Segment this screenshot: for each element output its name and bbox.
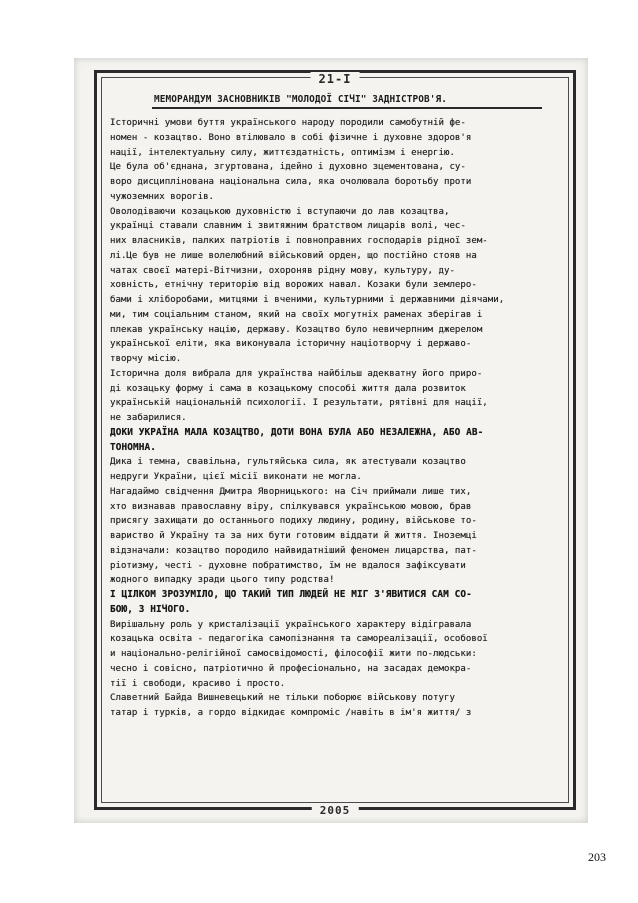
document-text-line: лі.Це був не лише волелюбний військовий орден, що постійно стояв на <box>110 250 477 261</box>
document-text-line: Нагадаймо свідчення Дмитра Яворницького: на Січ приймали лише тих, <box>110 486 472 497</box>
document-text-line: Дика і темна, свавільна, гультяйська сила, як атестували козацтво <box>110 457 466 468</box>
document-text-line: хто визнавав православну віру, спілкувався українською мовою, брав <box>110 501 472 512</box>
document-text-line: присягу захищати до останнього подиху людину, родину, військове то- <box>110 516 477 527</box>
document-text-line: вариство й Україну та за них бути готовим віддати й життя. Іноземці <box>110 531 477 541</box>
document-text-line: Це була об'єднана, згуртована, ідейно і духовно зцементована, су- <box>110 162 466 173</box>
document-text-line: ми, тим соціальним станом, який на своїх могутніх раменах зберігав і <box>110 309 483 320</box>
document-text-line: и національно-релігійної самосвідомості, філософії жити по-людськи: <box>110 649 477 659</box>
document-text-line: плекав українську націю, державу. Козацтво було невичерпним джерелом <box>110 324 483 335</box>
document-text-line: чужоземних ворогів. <box>110 191 215 202</box>
document-text-line: татар і турків, а гордо відкидає компроміс /навіть в ім'я життя/ з <box>110 708 472 718</box>
document-text-line: ховність, етнічну територію від ворожих навал. Козаки були землеро- <box>110 280 477 291</box>
document-body <box>110 116 562 721</box>
scan-page-label-top: 21-I <box>311 72 360 86</box>
document-text-line: Славетний Байда Вишневецький не тільки поборює військову потугу <box>110 693 455 704</box>
scanned-document-image <box>74 58 588 823</box>
document-text-line: чесно і совісно, патріотично й професіонально, на засадах демокра- <box>110 663 472 674</box>
page-number: 203 <box>588 850 606 864</box>
document-text-line: недруги України, цієї місії виконати не могла. <box>110 472 362 482</box>
title-underline <box>152 107 542 109</box>
document-text-line: І ЦІЛКОМ ЗРОЗУМІЛО, ЩО ТАКИЙ ТИП ЛЮДЕЙ НЕ МІГ З'ЯВИТИСЯ САМ СО- <box>110 589 472 600</box>
document-text-line: БОЮ, З НІЧОГО. <box>110 603 191 615</box>
document-text-line: не забарилися. <box>110 413 187 423</box>
document-text-line: ді козацьку форму і сама в козацькому способі життя дала розвиток <box>110 383 466 394</box>
document-text-line: творчу місію. <box>110 354 182 364</box>
document-title: МЕМОРАНДУМ ЗАСНОВНИКІВ "МОЛОДОЇ СІЧІ" ЗАДНІСТРОВ'Я. <box>154 94 447 105</box>
scan-page-label-bottom: 2005 <box>312 804 359 817</box>
document-text-line: Оволодіваючи козацькою духовністю і вступаючи до лав козацтва, <box>110 206 450 217</box>
document-text-line: номен - козацтво. Воно втілювало в собі фізичне і духовне здоров'я <box>110 132 472 143</box>
document-text-line: українці ставали славним і звитяжним братством лицарів волі, чес- <box>110 221 466 232</box>
document-text-line: ДОКИ УКРАЇНА МАЛА КОЗАЦТВО, ДОТИ ВОНА БУЛА АБО НЕЗАЛЕЖНА, АБО АВ- <box>110 426 484 438</box>
document-text-line: воро дисциплінована національна сила, яка очолювала боротьбу проти <box>110 177 472 187</box>
document-text-line: відзначали: козацтво породило найвидатніший феномен лицарства, пат- <box>110 545 477 556</box>
document-text-line: Історична доля вибрала для українства найбільш адекватну його приро- <box>110 368 483 379</box>
document-text-line: козацька освіта - педагогіка самопізнання та самореалізації, особової <box>110 634 488 645</box>
document-text-line: ріотизму, честі - духовне побратимство, їм не вдалося зафіксувати <box>110 560 466 571</box>
document-text-line: Історичні умови буття українського народу породили самобутній фе- <box>110 118 466 128</box>
document-text-line: ТОНОМНА. <box>110 441 156 453</box>
document-text-line: нації, інтелектуальну силу, життєздатність, оптимізм і енергію. <box>110 147 455 158</box>
document-text-line: українській національній психології. І результати, рятівні для нації, <box>110 398 488 409</box>
document-text-line: тії і свободи, красиво і просто. <box>110 678 286 689</box>
document-text-line: чатах своєї матері-Вітчизни, охороняв рідну мову, культуру, ду- <box>110 265 455 276</box>
document-text-line: жодного випадку зради цього типу родства! <box>110 575 335 586</box>
document-text-line: бами і хліборобами, митцями і вченими, культурними і державними діячами, <box>110 295 505 305</box>
document-text-line: них власників, палких патріотів і повноправних господарів рідної зем- <box>110 236 488 246</box>
document-text-line: Вирішальну роль у кристалізації українського характеру відігравала <box>110 619 472 630</box>
document-text-line: української еліти, яка виконувала історичну націотворчу і державо- <box>110 339 472 350</box>
